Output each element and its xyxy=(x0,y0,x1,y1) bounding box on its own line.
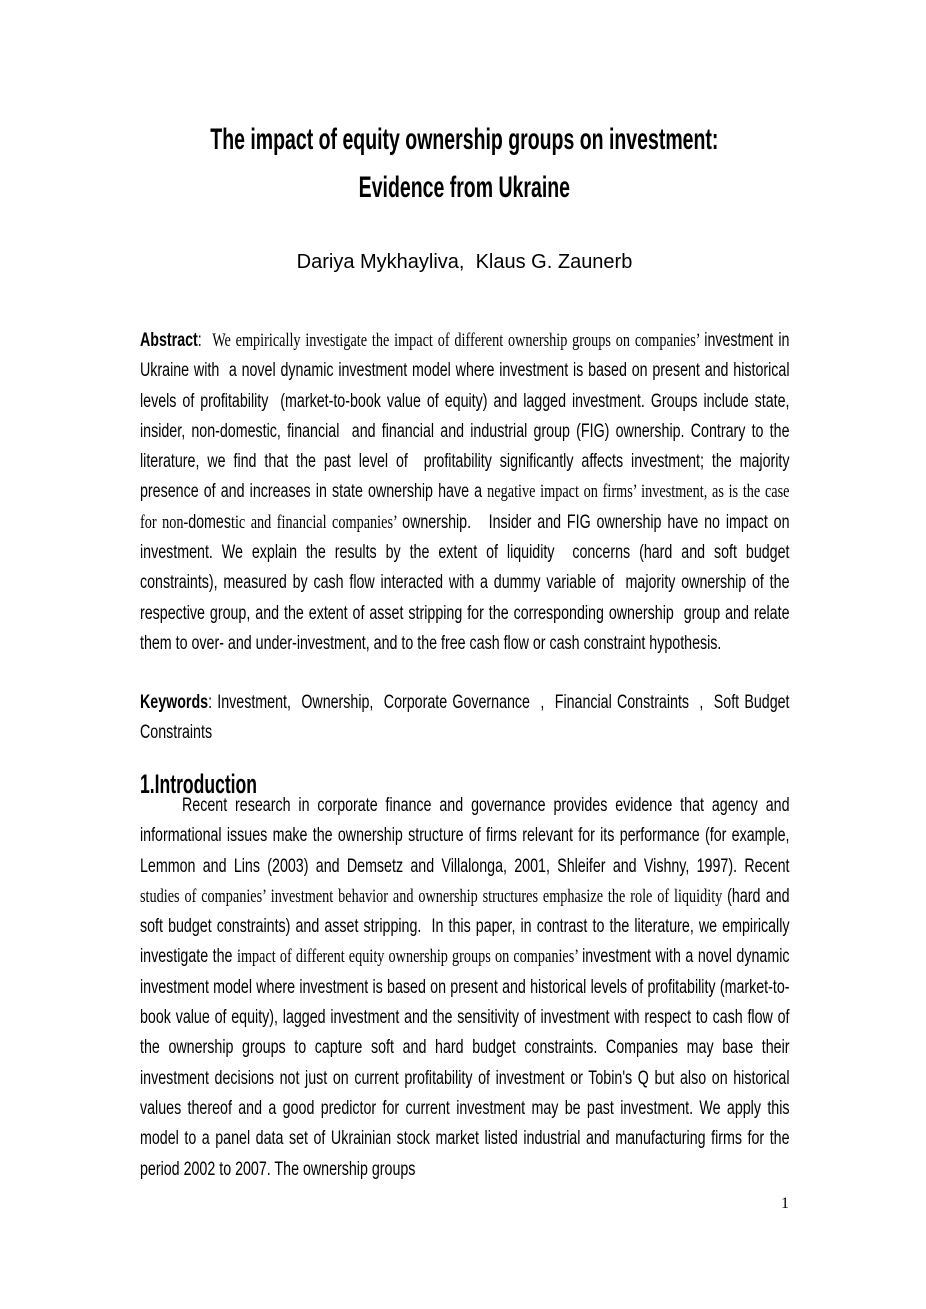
authors-line: Dariya Mykhayliva, Klaus G. Zaunerb xyxy=(296,251,633,273)
section-heading-introduction: 1.Introduction xyxy=(140,769,257,800)
introduction-segment: impact of different equity ownership groups on companies’ xyxy=(236,946,583,968)
abstract-segment: domes xyxy=(188,511,231,533)
abstract-segment: We empirically investigate the impact of different ownership groups on companies’ xyxy=(212,330,705,351)
paper-title xyxy=(140,116,789,212)
keywords-paragraph xyxy=(140,688,790,749)
abstract-paragraph xyxy=(140,326,790,659)
abstract-segment: ownership. Insider and FIG ownership have no impact on investment. We explain the results by the extent of liquidity concerns (hard and soft budget constraints), measured by cash flow interacted with a dummy variable of majority ownership of the respective group, and the extent of asset stripping for the corresponding ownership group and relate them to over- and under-investment, and to the free cash flow or cash constraint hypothesis. xyxy=(140,511,790,654)
abstract-label: Abstract xyxy=(140,330,198,351)
keywords-text: : Investment, Ownership, Corporate Governance , Financial Constraints , Soft Budget Constraints xyxy=(140,692,790,744)
introduction-segment: (hard and soft budget constraints) and asset stripping. In this paper, in contrast to the literature, we empirically investigate the xyxy=(140,885,790,968)
title-line-2: Evidence from Ukraine xyxy=(358,171,571,204)
keywords-label: Keywords xyxy=(140,692,209,713)
abstract-colon: : xyxy=(197,330,213,351)
introduction-paragraph xyxy=(140,791,790,1185)
page-number: 1 xyxy=(781,1195,789,1212)
introduction-segment: studies of companies’ investment behavior and ownership structures emphasize the role of liquidity xyxy=(140,885,728,907)
title-line-1: The impact of equity ownership groups on investment: xyxy=(210,123,719,156)
abstract-segment: tic and financial companies’ xyxy=(230,511,403,533)
introduction-segment: investment with a novel dynamic investment model where investment is based on present and historical levels of profitability (market-to-book value of equity), lagged investment and the sensitivity of investment with respect to cash flow of the ownership groups to capture soft and hard budget constraints. Companies may base their investment decisions not just on current profitability of investment or Tobin's Q but also on historical values thereof and a good predictor for current investment may be past investment. We apply this model to a panel data set of Ukrainian stock market listed industrial and manufacturing firms for the period 2002 to 2007. The ownership groups xyxy=(140,946,790,1180)
abstract-segment: investment in Ukraine with a novel dynamic investment model where investment is based on present and historical levels of profitability (market-to-book value of equity) and lagged investment. Groups include state, insider, non-domestic, financial and financial and industrial group (FIG) ownership. Contrary to the literature, we find that the past level of profitability significantly affects investment; the majority presence of and increases in state ownership have a xyxy=(140,330,790,503)
introduction-segment: Recent research in corporate finance and governance provides evidence that agency and informational issues make the ownership structure of firms relevant for its performance (for example, Lemmon and Lins (2003) and Demsetz and Villalonga, 2001, Shleifer and Vishny, 1997). Recent xyxy=(140,795,790,877)
abstract-segment: negative impact on firms’ investment, as is the case for non- xyxy=(140,481,790,533)
